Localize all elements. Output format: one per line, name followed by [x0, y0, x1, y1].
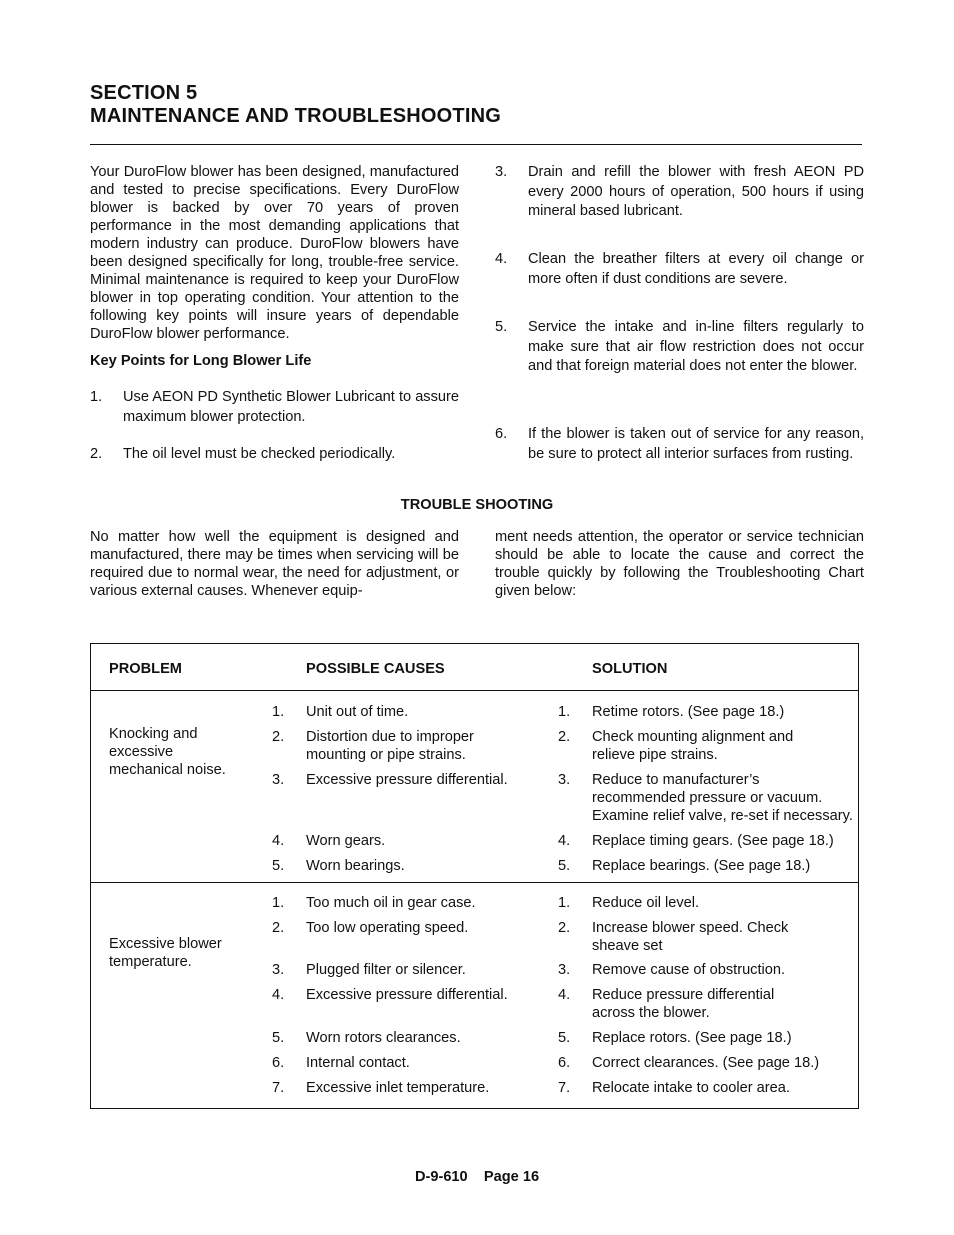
solution-number: 5.	[558, 858, 571, 874]
solution-text: Replace timing gears. (See page 18.)	[592, 833, 834, 849]
solution-number: 6.	[558, 1055, 571, 1071]
key-point-item	[495, 250, 864, 290]
solution-text: Reduce oil level.	[592, 895, 700, 911]
solution-text: Replace bearings. (See page 18.)	[592, 858, 811, 874]
item-text: The oil level must be checked periodically.	[123, 446, 396, 462]
item-number: 3.	[495, 164, 508, 180]
cause-text: Too much oil in gear case.	[306, 895, 476, 911]
cause-number: 4.	[272, 833, 285, 849]
solution-text: Reduce pressure differential across the blower.	[592, 987, 775, 1021]
solution-number: 4.	[558, 987, 571, 1003]
cause-number: 3.	[272, 962, 285, 978]
cause-text: Worn bearings.	[306, 858, 405, 874]
solution-text: Retime rotors. (See page 18.)	[592, 704, 785, 720]
cause-number: 6.	[272, 1055, 285, 1071]
cause-text: Excessive pressure differential.	[306, 772, 508, 788]
solution-text: Check mounting alignment and relieve pipe strains.	[592, 729, 794, 763]
page-footer	[0, 1169, 954, 1185]
item-text: If the blower is taken out of service for any reason, be sure to protect all interior surfaces from rusting.	[528, 426, 864, 462]
item-text: Use AEON PD Synthetic Blower Lubricant to assure maximum blower protection.	[123, 389, 459, 425]
solution-text: Replace rotors. (See page 18.)	[592, 1030, 792, 1046]
solution-number: 1.	[558, 895, 571, 911]
group-divider	[90, 882, 859, 883]
solution-number: 2.	[558, 729, 571, 745]
cause-text: Worn rotors clearances.	[306, 1030, 461, 1046]
cause-text: Internal contact.	[306, 1055, 410, 1071]
document-id: D-9-610	[414, 1169, 468, 1185]
key-point-item	[495, 163, 864, 223]
item-number: 6.	[495, 426, 508, 442]
trouble-shooting-heading: TROUBLE SHOOTING	[400, 497, 554, 513]
key-point-item	[90, 445, 459, 465]
solution-number: 2.	[558, 920, 571, 936]
page-number: Page 16	[483, 1169, 540, 1185]
header-causes: POSSIBLE CAUSES	[306, 661, 445, 677]
item-number: 2.	[90, 446, 103, 462]
cause-number: 7.	[272, 1080, 285, 1096]
key-points-heading: Key Points for Long Blower Life	[90, 353, 312, 369]
item-number: 1.	[90, 389, 103, 405]
item-text: Drain and refill the blower with fresh AEON PD every 2000 hours of operation, 500 hours if using mineral based lubricant.	[528, 164, 864, 219]
cause-text: Plugged filter or silencer.	[306, 962, 466, 978]
key-point-item	[90, 388, 459, 428]
cause-number: 1.	[272, 704, 285, 720]
cause-number: 5.	[272, 858, 285, 874]
header-solution: SOLUTION	[592, 661, 668, 677]
item-number: 5.	[495, 319, 508, 335]
problem-cell: Knocking and excessive mechanical noise.	[109, 726, 226, 778]
header-problem: PROBLEM	[109, 661, 182, 677]
problem-cell: Excessive blower temperature.	[109, 936, 222, 970]
cause-number: 3.	[272, 772, 285, 788]
solution-text: Increase blower speed. Check sheave set	[592, 920, 789, 954]
cause-text: Excessive inlet temperature.	[306, 1080, 490, 1096]
cause-text: Worn gears.	[306, 833, 386, 849]
intro-paragraph: Your DuroFlow blower has been designed, manufactured and tested to precise specifications. Every DuroFlow blower is backed by over 70 years of proven performance in the most demanding applications that modern industry can produce. DuroFlow blowers have been designed specifically for long, trouble-free service. Minimal maintenance is required to keep your DuroFlow blower in top operating condition. Your attention to the following key points will insure years of dependable DuroFlow blower performance.	[90, 164, 459, 342]
solution-number: 7.	[558, 1080, 571, 1096]
solution-number: 3.	[558, 962, 571, 978]
cause-text: Distortion due to improper mounting or pipe strains.	[306, 729, 474, 763]
section-number: SECTION 5	[90, 82, 198, 104]
trouble-intro-right: ment needs attention, the operator or service technician should be able to locate the cause and correct the trouble quickly by following the Troubleshooting Chart given below:	[495, 529, 864, 599]
solution-number: 1.	[558, 704, 571, 720]
solution-text: Correct clearances. (See page 18.)	[592, 1055, 820, 1071]
solution-text: Relocate intake to cooler area.	[592, 1080, 790, 1096]
cause-text: Excessive pressure differential.	[306, 987, 508, 1003]
cause-number: 4.	[272, 987, 285, 1003]
cause-text: Unit out of time.	[306, 704, 409, 720]
header-divider	[90, 690, 859, 691]
key-point-item	[495, 425, 864, 465]
solution-text: Reduce to manufacturer’s recommended pressure or vacuum. Examine relief valve, re-set if necessary.	[592, 772, 853, 824]
trouble-intro-left: No matter how well the equipment is designed and manufactured, there may be times when servicing will be required due to normal wear, the need for adjustment, or various external causes. Whenever equip-	[90, 529, 459, 599]
cause-number: 1.	[272, 895, 285, 911]
solution-number: 5.	[558, 1030, 571, 1046]
item-text: Clean the breather filters at every oil change or more often if dust conditions are severe.	[528, 251, 864, 287]
cause-number: 5.	[272, 1030, 285, 1046]
key-point-item	[495, 318, 864, 398]
item-text: Service the intake and in-line filters regularly to make sure that air flow restriction does not occur and that foreign material does not enter the blower.	[528, 319, 864, 374]
cause-number: 2.	[272, 729, 285, 745]
section-title	[90, 82, 501, 128]
cause-number: 2.	[272, 920, 285, 936]
item-number: 4.	[495, 251, 508, 267]
solution-number: 3.	[558, 772, 571, 788]
title-divider	[90, 144, 862, 145]
solution-number: 4.	[558, 833, 571, 849]
solution-text: Remove cause of obstruction.	[592, 962, 786, 978]
section-heading: MAINTENANCE AND TROUBLESHOOTING	[90, 105, 502, 127]
cause-text: Too low operating speed.	[306, 920, 469, 936]
